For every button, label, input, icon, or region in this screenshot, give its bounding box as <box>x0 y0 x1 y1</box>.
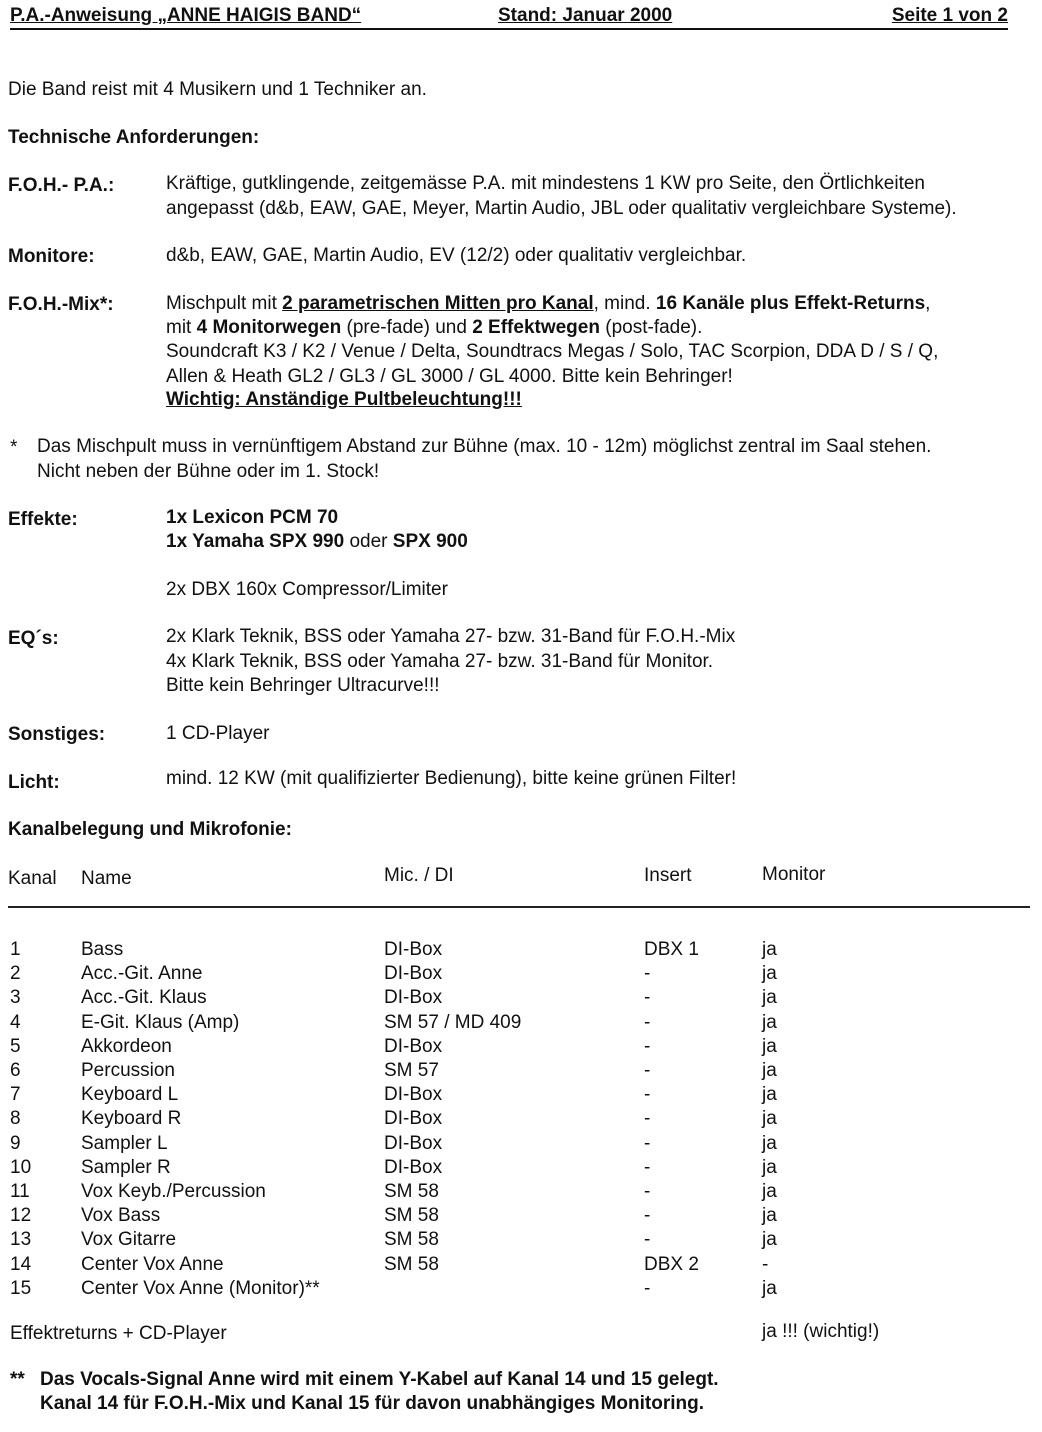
table-row <box>0 1204 1042 1228</box>
cell-kanal: 14 <box>10 1254 32 1275</box>
cell-insert: - <box>644 1012 651 1033</box>
effekte-line-2: 1x Yamaha SPX 990 oder SPX 900 <box>166 531 468 552</box>
cell-name: Acc.-Git. Anne <box>81 963 203 984</box>
cell-mic: DI-Box <box>384 987 443 1008</box>
cell-mic: SM 57 <box>384 1060 439 1081</box>
column-header-kanal: Kanal <box>8 868 57 889</box>
sonstiges-text: 1 CD-Player <box>166 723 270 744</box>
channels-emphasis: 16 Kanäle plus Effekt-Returns <box>655 293 926 314</box>
cell-kanal: 13 <box>10 1229 32 1250</box>
cell-kanal: 6 <box>10 1060 21 1081</box>
cell-mic: DI-Box <box>384 939 443 960</box>
footnote-star-line-1: Das Mischpult muss in vernünftigem Abstand zur Bühne (max. 10 - 12m) möglichst zentral im Saal stehen. <box>37 436 932 457</box>
foh-pa-label: F.O.H.- P.A.: <box>8 175 115 196</box>
cell-monitor: ja <box>762 1036 777 1057</box>
cell-monitor: ja <box>762 1229 777 1250</box>
cell-name: Sampler R <box>81 1157 171 1178</box>
cell-name: Percussion <box>81 1060 175 1081</box>
table-row <box>0 1132 1042 1156</box>
cell-monitor: ja <box>762 1060 777 1081</box>
monitore-text: d&b, EAW, GAE, Martin Audio, EV (12/2) oder qualitativ vergleichbar. <box>166 245 747 266</box>
cell-insert: DBX 2 <box>644 1254 699 1275</box>
cell-insert: DBX 1 <box>644 939 699 960</box>
cell-name: Center Vox Anne <box>81 1254 224 1275</box>
cell-mic: DI-Box <box>384 1133 443 1154</box>
foh-pa-line-2: angepasst (d&b, EAW, GAE, Meyer, Martin Audio, JBL oder qualitativ vergleichbare Systeme). <box>166 198 957 219</box>
cell-kanal: 15 <box>10 1278 32 1299</box>
document-title: P.A.-Anweisung „ANNE HAIGIS BAND“ <box>10 5 362 26</box>
cell-monitor: ja <box>762 1181 777 1202</box>
cell-insert: - <box>644 1205 651 1226</box>
returns-monitor: ja !!! (wichtig!) <box>762 1321 880 1342</box>
table-row <box>0 1253 1042 1277</box>
cell-insert: - <box>644 1133 651 1154</box>
effekte-label: Effekte: <box>8 509 78 530</box>
cell-name: Vox Gitarre <box>81 1229 177 1250</box>
cell-insert: - <box>644 963 651 984</box>
table-row <box>0 962 1042 986</box>
footnote-double-mark: ** <box>10 1369 25 1390</box>
table-row <box>0 938 1042 962</box>
cell-kanal: 11 <box>10 1181 30 1202</box>
cell-insert: - <box>644 1060 651 1081</box>
licht-text: mind. 12 KW (mit qualifizierter Bedienung), bitte keine grünen Filter! <box>166 768 737 789</box>
cell-name: Akkordeon <box>81 1036 172 1057</box>
table-row <box>0 986 1042 1010</box>
cell-mic: DI-Box <box>384 1157 443 1178</box>
footnote-star-mark: * <box>10 437 18 458</box>
cell-kanal: 7 <box>10 1084 21 1105</box>
cell-insert: - <box>644 1084 651 1105</box>
cell-name: Bass <box>81 939 124 960</box>
table-row <box>0 1277 1042 1301</box>
cell-name: Center Vox Anne (Monitor)** <box>81 1278 320 1299</box>
column-header-monitor: Monitor <box>762 864 826 885</box>
table-row <box>0 1107 1042 1131</box>
foh-mix-label: F.O.H.-Mix*: <box>8 294 114 315</box>
cell-mic: SM 58 <box>384 1229 439 1250</box>
table-row <box>0 1083 1042 1107</box>
cell-monitor: ja <box>762 963 777 984</box>
parametric-mids-emphasis: 2 parametrischen Mitten pro Kanal <box>282 293 594 314</box>
cell-kanal: 9 <box>10 1133 21 1154</box>
footnote-double-line-2: Kanal 14 für F.O.H.-Mix und Kanal 15 für davon unabhängiges Monitoring. <box>40 1393 704 1414</box>
table-row <box>0 1180 1042 1204</box>
cell-mic: SM 58 <box>384 1254 439 1275</box>
cell-monitor: ja <box>762 1108 777 1129</box>
foh-mix-line-2: mit 4 Monitorwegen (pre-fade) und 2 Effektwegen (post-fade). <box>166 317 703 338</box>
cell-kanal: 2 <box>10 963 21 984</box>
column-header-mic: Mic. / DI <box>384 865 454 886</box>
page-header <box>10 4 1008 30</box>
cell-name: Acc.-Git. Klaus <box>81 987 207 1008</box>
cell-monitor: ja <box>762 1205 777 1226</box>
cell-mic: DI-Box <box>384 1108 443 1129</box>
foh-mix-line-1: Mischpult mit 2 parametrischen Mitten pro Kanal, mind. 16 Kanäle plus Effekt-Returns, <box>166 293 931 314</box>
cell-kanal: 12 <box>10 1205 32 1226</box>
effekte-line-3: 2x DBX 160x Compressor/Limiter <box>166 579 448 600</box>
document-date: Stand: Januar 2000 <box>498 5 673 26</box>
cell-monitor: ja <box>762 1133 777 1154</box>
monitor-sends-emphasis: 4 Monitorwegen <box>196 317 342 338</box>
table-row <box>0 1228 1042 1252</box>
table-row <box>0 1035 1042 1059</box>
cell-monitor: - <box>762 1254 769 1275</box>
cell-mic: SM 58 <box>384 1181 439 1202</box>
cell-kanal: 1 <box>10 939 21 960</box>
column-header-insert: Insert <box>644 865 692 886</box>
foh-pa-line-1: Kräftige, gutklingende, zeitgemässe P.A. mit mindestens 1 KW pro Seite, den Örtlichkeiten <box>166 173 925 194</box>
cell-name: Keyboard R <box>81 1108 182 1129</box>
intro-text: Die Band reist mit 4 Musikern und 1 Techniker an. <box>8 79 427 100</box>
cell-monitor: ja <box>762 1012 777 1033</box>
cell-kanal: 4 <box>10 1012 21 1033</box>
eqs-line-2: 4x Klark Teknik, BSS oder Yamaha 27- bzw. 31-Band für Monitor. <box>166 651 714 672</box>
monitore-label: Monitore: <box>8 246 95 267</box>
table-header-rule <box>8 906 1030 908</box>
cell-insert: - <box>644 1181 651 1202</box>
cell-insert: - <box>644 987 651 1008</box>
effect-sends-emphasis: 2 Effektwegen <box>472 317 600 338</box>
cell-kanal: 3 <box>10 987 21 1008</box>
licht-label: Licht: <box>8 772 60 793</box>
cell-name: Sampler L <box>81 1133 168 1154</box>
cell-insert: - <box>644 1229 651 1250</box>
eqs-line-1: 2x Klark Teknik, BSS oder Yamaha 27- bzw. 31-Band für F.O.H.-Mix <box>166 626 736 647</box>
cell-mic: DI-Box <box>384 1036 443 1057</box>
cell-name: E-Git. Klaus (Amp) <box>81 1012 240 1033</box>
sonstiges-label: Sonstiges: <box>8 724 106 745</box>
footnote-star-line-2: Nicht neben der Bühne oder im 1. Stock! <box>37 461 380 482</box>
cell-mic: DI-Box <box>384 1084 443 1105</box>
technical-requirements-heading: Technische Anforderungen: <box>8 127 260 148</box>
cell-kanal: 5 <box>10 1036 21 1057</box>
page-number: Seite 1 von 2 <box>891 5 1008 26</box>
cell-mic: DI-Box <box>384 963 443 984</box>
table-row <box>0 1059 1042 1083</box>
cell-kanal: 10 <box>10 1157 32 1178</box>
foh-mix-line-4: Allen & Heath GL2 / GL3 / GL 3000 / GL 4000. Bitte kein Behringer! <box>166 366 733 387</box>
cell-monitor: ja <box>762 939 777 960</box>
table-header <box>0 864 1042 891</box>
cell-monitor: ja <box>762 987 777 1008</box>
cell-mic: SM 58 <box>384 1205 439 1226</box>
cell-kanal: 8 <box>10 1108 21 1129</box>
cell-name: Vox Bass <box>81 1205 161 1226</box>
cell-monitor: ja <box>762 1084 777 1105</box>
eqs-label: EQ´s: <box>8 628 59 649</box>
cell-monitor: ja <box>762 1157 777 1178</box>
cell-mic: SM 57 / MD 409 <box>384 1012 522 1033</box>
eqs-line-3: Bitte kein Behringer Ultracurve!!! <box>166 675 440 696</box>
foh-mix-important-note: Wichtig: Anständige Pultbeleuchtung!!! <box>166 389 522 410</box>
channel-assignment-heading: Kanalbelegung und Mikrofonie: <box>8 819 292 840</box>
effekte-line-1: 1x Lexicon PCM 70 <box>166 507 339 528</box>
cell-insert: - <box>644 1278 651 1299</box>
cell-insert: - <box>644 1108 651 1129</box>
cell-insert: - <box>644 1036 651 1057</box>
cell-monitor: ja <box>762 1278 777 1299</box>
returns-label: Effektreturns + CD-Player <box>10 1323 227 1344</box>
cell-insert: - <box>644 1157 651 1178</box>
table-row <box>0 1011 1042 1035</box>
table-row <box>0 1156 1042 1180</box>
foh-mix-line-3: Soundcraft K3 / K2 / Venue / Delta, Soundtracs Megas / Solo, TAC Scorpion, DDA D / S / Q, <box>166 341 939 362</box>
footnote-double-line-1: Das Vocals-Signal Anne wird mit einem Y-Kabel auf Kanal 14 und 15 gelegt. <box>40 1369 719 1390</box>
column-header-name: Name <box>81 868 132 889</box>
cell-name: Vox Keyb./Percussion <box>81 1181 266 1202</box>
cell-name: Keyboard L <box>81 1084 179 1105</box>
